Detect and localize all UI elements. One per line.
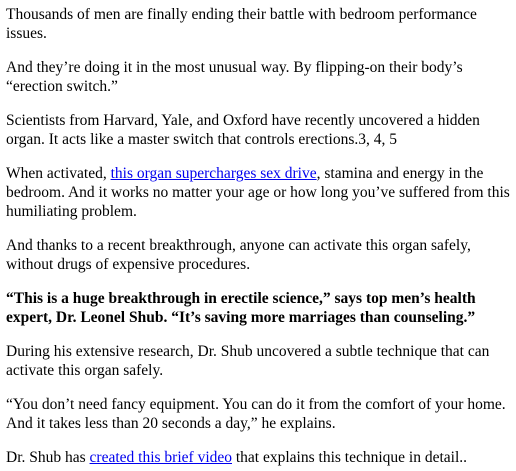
paragraph-breakthrough: And thanks to a recent breakthrough, anyone can activate this organ safely, without drugs of expensive procedures. [6, 237, 471, 273]
paragraph-research: During his extensive research, Dr. Shub uncovered a subtle technique that can activate this organ safely. [6, 343, 490, 379]
paragraph-hidden-organ: Scientists from Harvard, Yale, and Oxford have recently uncovered a hidden organ. It acts like a master switch that controls erections.3, 4, 5 [6, 112, 480, 148]
paragraph-expert-quote: “This is a huge breakthrough in erectile science,” says top men’s health expert, Dr. Leonel Shub. “It’s saving more marriages than counseling.” [6, 290, 476, 326]
paragraph-intro: Thousands of men are finally ending their battle with bedroom performance issues. [6, 6, 477, 42]
paragraph-text: that explains this technique in detail.. [232, 449, 468, 466]
paragraph-video [6, 448, 512, 467]
paragraph-text: Dr. Shub has [6, 449, 90, 466]
organ-link[interactable]: this organ supercharges sex drive [110, 165, 317, 182]
video-link[interactable]: created this brief video [89, 449, 232, 466]
paragraph-text: , stamina and energy in the bedroom. And it works no matter your age or how long you’ve suffered from this humiliating problem. [6, 165, 510, 220]
paragraph-text: When activated, [6, 165, 111, 182]
paragraph-when-activated [6, 164, 512, 221]
paragraph-explains: “You don’t need fancy equipment. You can do it from the comfort of your home. And it takes less than 20 seconds a day,” he explains. [6, 396, 506, 432]
paragraph-erection-switch: And they’re doing it in the most unusual way. By flipping-on their body’s “erection switch.” [6, 59, 463, 95]
